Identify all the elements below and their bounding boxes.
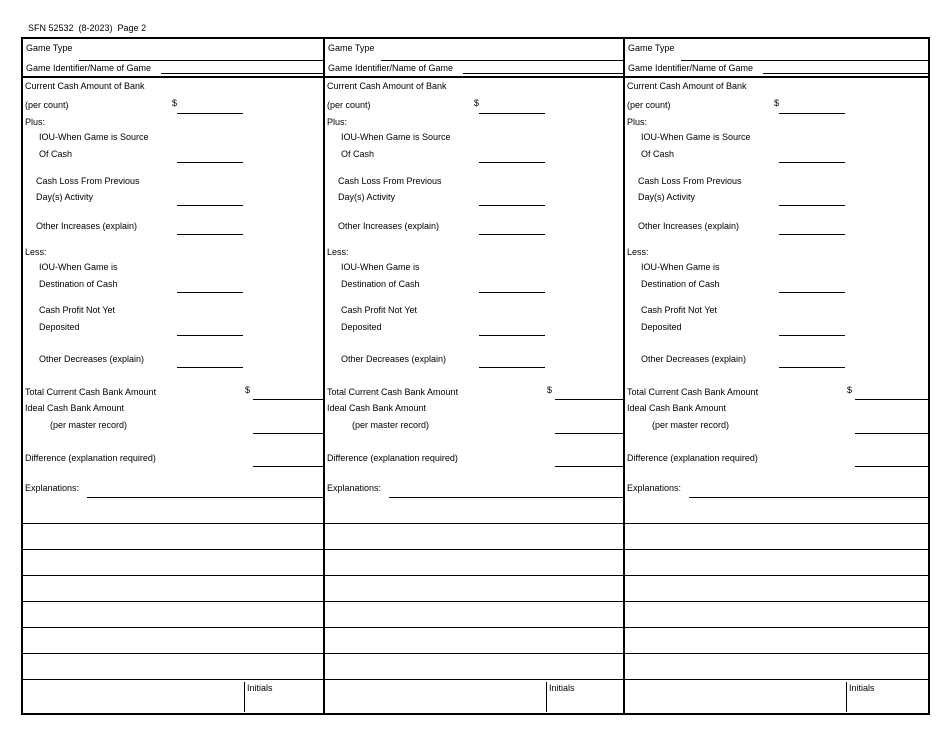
dollar-sign: $ (172, 98, 178, 108)
cash-profit-field[interactable] (177, 335, 243, 336)
difference-label: Difference (explanation required) (25, 453, 156, 463)
explanation-line[interactable] (625, 653, 928, 654)
explanation-line[interactable] (23, 575, 323, 576)
cash-loss-sublabel: Day(s) Activity (638, 192, 696, 202)
other-decreases-label: Other Decreases (explain) (39, 354, 145, 364)
other-increases-field[interactable] (479, 234, 545, 235)
ideal-cash-label: Ideal Cash Bank Amount (327, 403, 427, 413)
other-decreases-label: Other Decreases (explain) (341, 354, 447, 364)
total-current-field[interactable] (253, 399, 323, 400)
iou-destination-sublabel: Destination of Cash (641, 279, 720, 289)
total-current-label: Total Current Cash Bank Amount (627, 387, 759, 397)
ideal-cash-field[interactable] (855, 433, 928, 434)
less-label: Less: (327, 247, 349, 257)
game-type-label: Game Type (328, 43, 375, 53)
game-identifier-label: Game Identifier/Name of Game (328, 63, 454, 73)
total-current-label: Total Current Cash Bank Amount (327, 387, 459, 397)
other-increases-label: Other Increases (explain) (338, 221, 440, 231)
cash-loss-field[interactable] (479, 205, 545, 206)
current-cash-field[interactable] (479, 113, 545, 114)
game-type-field[interactable] (79, 60, 323, 61)
explanation-line[interactable] (325, 601, 623, 602)
initials-label: Initials (247, 683, 273, 693)
explanation-line[interactable] (625, 679, 928, 680)
explanation-line[interactable] (625, 627, 928, 628)
game-identifier-field[interactable] (763, 73, 928, 74)
ideal-cash-sublabel: (per master record) (652, 420, 730, 430)
iou-source-field[interactable] (479, 162, 545, 163)
explanation-line[interactable] (625, 601, 928, 602)
iou-source-field[interactable] (177, 162, 243, 163)
difference-label: Difference (explanation required) (627, 453, 758, 463)
dollar-sign: $ (847, 385, 853, 395)
section-divider (23, 76, 323, 78)
game-type-label: Game Type (26, 43, 73, 53)
cash-profit-field[interactable] (779, 335, 845, 336)
less-label: Less: (627, 247, 649, 257)
dollar-sign: $ (774, 98, 780, 108)
ideal-cash-field[interactable] (555, 433, 623, 434)
explanation-line[interactable] (325, 523, 623, 524)
difference-field[interactable] (253, 466, 323, 467)
explanation-line[interactable] (325, 653, 623, 654)
current-cash-label: Current Cash Amount of Bank (627, 81, 747, 91)
iou-source-sublabel: Of Cash (641, 149, 675, 159)
iou-destination-label: IOU-When Game is (341, 262, 420, 272)
game-type-label: Game Type (628, 43, 675, 53)
ideal-cash-sublabel: (per master record) (50, 420, 128, 430)
cash-loss-sublabel: Day(s) Activity (338, 192, 396, 202)
explanation-line[interactable] (325, 575, 623, 576)
other-decreases-field[interactable] (177, 367, 243, 368)
game-type-field[interactable] (681, 60, 928, 61)
cash-profit-sublabel: Deposited (341, 322, 382, 332)
cash-profit-sublabel: Deposited (39, 322, 80, 332)
explanation-line[interactable] (625, 575, 928, 576)
explanation-line[interactable] (325, 679, 623, 680)
form-column (23, 38, 323, 714)
explanation-line[interactable] (625, 523, 928, 524)
other-decreases-label: Other Decreases (explain) (641, 354, 747, 364)
current-cash-label: Current Cash Amount of Bank (25, 81, 145, 91)
explanation-line[interactable] (23, 679, 323, 680)
section-divider (625, 76, 928, 78)
explanation-line[interactable] (23, 653, 323, 654)
current-cash-sublabel: (per count) (327, 100, 371, 110)
dollar-sign: $ (245, 385, 251, 395)
plus-label: Plus: (327, 117, 348, 127)
iou-destination-label: IOU-When Game is (39, 262, 118, 272)
cash-profit-field[interactable] (479, 335, 545, 336)
difference-field[interactable] (555, 466, 623, 467)
explanation-line[interactable] (325, 627, 623, 628)
explanations-label: Explanations: (627, 483, 682, 493)
iou-source-sublabel: Of Cash (39, 149, 73, 159)
form-column (325, 38, 623, 714)
explanation-line[interactable] (23, 523, 323, 524)
explanation-line[interactable] (689, 497, 928, 498)
current-cash-field[interactable] (177, 113, 243, 114)
form-header: SFN 52532 (8-2023) Page 2 (28, 23, 147, 33)
total-current-field[interactable] (555, 399, 623, 400)
plus-label: Plus: (25, 117, 46, 127)
iou-source-sublabel: Of Cash (341, 149, 375, 159)
current-cash-label: Current Cash Amount of Bank (327, 81, 447, 91)
cash-loss-label: Cash Loss From Previous (638, 176, 742, 186)
cash-loss-sublabel: Day(s) Activity (36, 192, 94, 202)
initials-label: Initials (549, 683, 575, 693)
cash-profit-label: Cash Profit Not Yet (39, 305, 116, 315)
cash-loss-field[interactable] (779, 205, 845, 206)
explanation-line[interactable] (23, 549, 323, 550)
total-current-label: Total Current Cash Bank Amount (25, 387, 157, 397)
explanation-line[interactable] (23, 601, 323, 602)
explanation-line[interactable] (87, 497, 323, 498)
iou-source-label: IOU-When Game is Source (341, 132, 451, 142)
difference-field[interactable] (855, 466, 928, 467)
other-increases-field[interactable] (779, 234, 845, 235)
ideal-cash-sublabel: (per master record) (352, 420, 430, 430)
ideal-cash-field[interactable] (253, 433, 323, 434)
ideal-cash-label: Ideal Cash Bank Amount (627, 403, 727, 413)
explanations-label: Explanations: (25, 483, 80, 493)
iou-source-label: IOU-When Game is Source (641, 132, 751, 142)
other-increases-label: Other Increases (explain) (638, 221, 740, 231)
current-cash-sublabel: (per count) (25, 100, 69, 110)
iou-destination-sublabel: Destination of Cash (341, 279, 420, 289)
cash-loss-label: Cash Loss From Previous (338, 176, 442, 186)
game-type-field[interactable] (381, 60, 623, 61)
iou-source-field[interactable] (779, 162, 845, 163)
iou-destination-field[interactable] (779, 292, 845, 293)
initials-label: Initials (849, 683, 875, 693)
form-column (625, 38, 928, 714)
plus-label: Plus: (627, 117, 648, 127)
game-identifier-field[interactable] (161, 73, 323, 74)
other-increases-field[interactable] (177, 234, 243, 235)
total-current-field[interactable] (855, 399, 928, 400)
less-label: Less: (25, 247, 47, 257)
game-identifier-label: Game Identifier/Name of Game (628, 63, 754, 73)
explanation-line[interactable] (625, 549, 928, 550)
current-cash-sublabel: (per count) (627, 100, 671, 110)
iou-destination-sublabel: Destination of Cash (39, 279, 118, 289)
other-increases-label: Other Increases (explain) (36, 221, 138, 231)
dollar-sign: $ (474, 98, 480, 108)
explanation-line[interactable] (389, 497, 623, 498)
dollar-sign: $ (547, 385, 553, 395)
game-identifier-field[interactable] (463, 73, 623, 74)
cash-profit-label: Cash Profit Not Yet (341, 305, 418, 315)
cash-loss-label: Cash Loss From Previous (36, 176, 140, 186)
cash-profit-sublabel: Deposited (641, 322, 682, 332)
cash-loss-field[interactable] (177, 205, 243, 206)
explanation-line[interactable] (23, 627, 323, 628)
iou-source-label: IOU-When Game is Source (39, 132, 149, 142)
explanations-label: Explanations: (327, 483, 382, 493)
iou-destination-field[interactable] (177, 292, 243, 293)
other-decreases-field[interactable] (779, 367, 845, 368)
other-decreases-field[interactable] (479, 367, 545, 368)
game-identifier-label: Game Identifier/Name of Game (26, 63, 152, 73)
difference-label: Difference (explanation required) (327, 453, 458, 463)
section-divider (325, 76, 623, 78)
cash-profit-label: Cash Profit Not Yet (641, 305, 718, 315)
explanation-line[interactable] (325, 549, 623, 550)
current-cash-field[interactable] (779, 113, 845, 114)
iou-destination-field[interactable] (479, 292, 545, 293)
ideal-cash-label: Ideal Cash Bank Amount (25, 403, 125, 413)
iou-destination-label: IOU-When Game is (641, 262, 720, 272)
